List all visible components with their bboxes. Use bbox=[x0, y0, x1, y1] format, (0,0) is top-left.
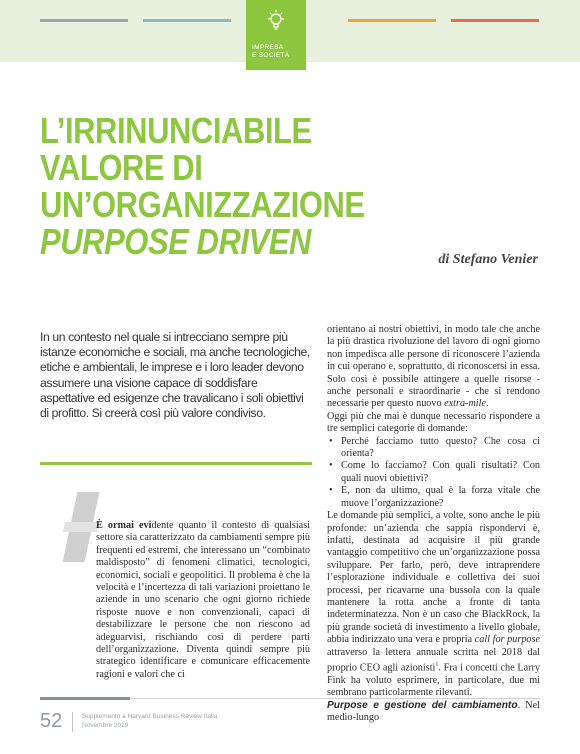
paragraph-1 bbox=[327, 324, 540, 411]
paragraph-3-text-c: . Fra i concetti che Larry Fink ha voluto esprimere, in particolare, due mi sembrano particolarmente rilevanti. bbox=[327, 662, 540, 699]
subheading: Purpose e gestione del cambiamento bbox=[327, 699, 518, 711]
lead-divider bbox=[40, 462, 312, 465]
paragraph-1-text: orientano ai nostri obiettivi, in modo tale che anche la più drastica rivoluzione del lavoro di ogni giorno non impedisca alle persone di riconoscere l’azienda in cui operano e, soprattutto, di riconoscersi in essa. Solo così è possibile attingere a quelle risorse - anche personali e straordinarie - che si rendono necessarie per questo nuovo bbox=[327, 324, 540, 410]
footer-rule-accent bbox=[40, 697, 130, 700]
header-stripe-4 bbox=[451, 19, 539, 22]
section-label-line2: E SOCIETÀ bbox=[252, 52, 290, 59]
body-column-1-text: dente quanto il contesto di qualsiasi settore sia caratterizzato da cambiamenti sempre più frequenti ed estremi, che interessano un “combinato maldisposto” di fenomeni climatici, tecnologici, economici, sociali e geopolitici. Il problema è che la velocità e l’incertezza di tali variazioni proiettano le aziende in uno scenario che ogni giorno richiede risposte nuove e non convenzionali, capaci di destabilizzare le persone che non riescono ad adeguarvisi, rischiando così di perdere parti dell’organizzazione. Diventa quindi sempre più strategico identificare e comunicare efficacemente ragioni e valori che ci bbox=[96, 520, 310, 680]
footer-separator bbox=[72, 712, 73, 732]
paragraph-1-end: . bbox=[486, 398, 489, 410]
body-lead-in: È ormai evi bbox=[96, 520, 152, 531]
paragraph-3-italic: call for purpose bbox=[474, 634, 540, 646]
question-list bbox=[327, 436, 540, 510]
footer-line-1: Supplemento a Harvard Business Review Italia bbox=[82, 713, 218, 720]
paragraph-3 bbox=[327, 510, 540, 699]
subheading-text: . Nel medio-lungo bbox=[327, 699, 540, 723]
paragraph-3-text-a: Le domande più semplici, a volte, sono anche le più profonde: un’azienda che sappia rispondervi è, infatti, destinata ad acquisire il più grande vantaggio competitivo che un’organizzazione possa sviluppare. Per farlo, però, deve intraprendere l’esplorazione individuale e collettiva dei suoi processi, per ricavarne una bussola con la quale mantenere la rotta anche a fronte di tanta indeterminatezza. Non è un caso che BlackRock, la più grande società di investimento a livello globale, abbia indirizzato una vera e propria bbox=[327, 510, 540, 646]
section-label-line1: IMPRESA bbox=[252, 44, 284, 51]
title-line-3: PURPOSE DRIVEN bbox=[40, 221, 311, 262]
title-line-1: L’IRRINUNCIABILE bbox=[40, 110, 312, 151]
header-stripe-2 bbox=[143, 19, 231, 22]
footer-publication bbox=[82, 712, 217, 730]
header-stripe-1 bbox=[40, 19, 128, 22]
paragraph-2: Oggi più che mai è dunque necessario rispondere a tre semplici categorie di domande: bbox=[327, 410, 540, 435]
drop-decoration-bar bbox=[63, 522, 99, 532]
list-item: • E, non da ultimo, qual è la forza vitale che muove l’organizzazione? bbox=[341, 485, 540, 510]
list-item: • Perché facciamo tutto questo? Che cosa ci orienta? bbox=[341, 436, 540, 461]
title-line-2: VALORE DI UN’ORGANIZZAZIONE bbox=[40, 147, 365, 225]
body-column-2 bbox=[327, 324, 540, 724]
paragraph-3-text-b: attraverso la lettera annuale scritta nel 2018 dal proprio CEO agli azionisti bbox=[327, 646, 540, 674]
page-number: 52 bbox=[40, 710, 63, 732]
section-tab bbox=[246, 0, 306, 70]
section-label bbox=[252, 44, 289, 60]
footer-line-2: Novembre 2019 bbox=[82, 722, 129, 729]
footnote-ref: 1 bbox=[435, 661, 439, 668]
list-item: • Come lo facciamo? Con quali risultati? Con quali nuovi obiettivi? bbox=[341, 460, 540, 485]
body-column-1 bbox=[96, 520, 310, 681]
author-byline: di Stefano Venier bbox=[438, 252, 538, 267]
paragraph-4 bbox=[327, 700, 540, 725]
header-stripe-3 bbox=[348, 19, 436, 22]
paragraph-1-italic: extra-mile bbox=[444, 398, 486, 410]
lead-paragraph: In un contesto nel quale si intrecciano sempre più istanze economiche e sociali, ma anche tecnologiche, etiche e ambientali, le imprese e i loro leader devono assumere una visione capace di soddisfare aspettative ed esigenze che travalicano i soli obiettivi di profitto. Si creerà così più valore condiviso. bbox=[40, 330, 310, 421]
article-title bbox=[40, 112, 470, 260]
lightbulb-icon bbox=[266, 9, 286, 31]
